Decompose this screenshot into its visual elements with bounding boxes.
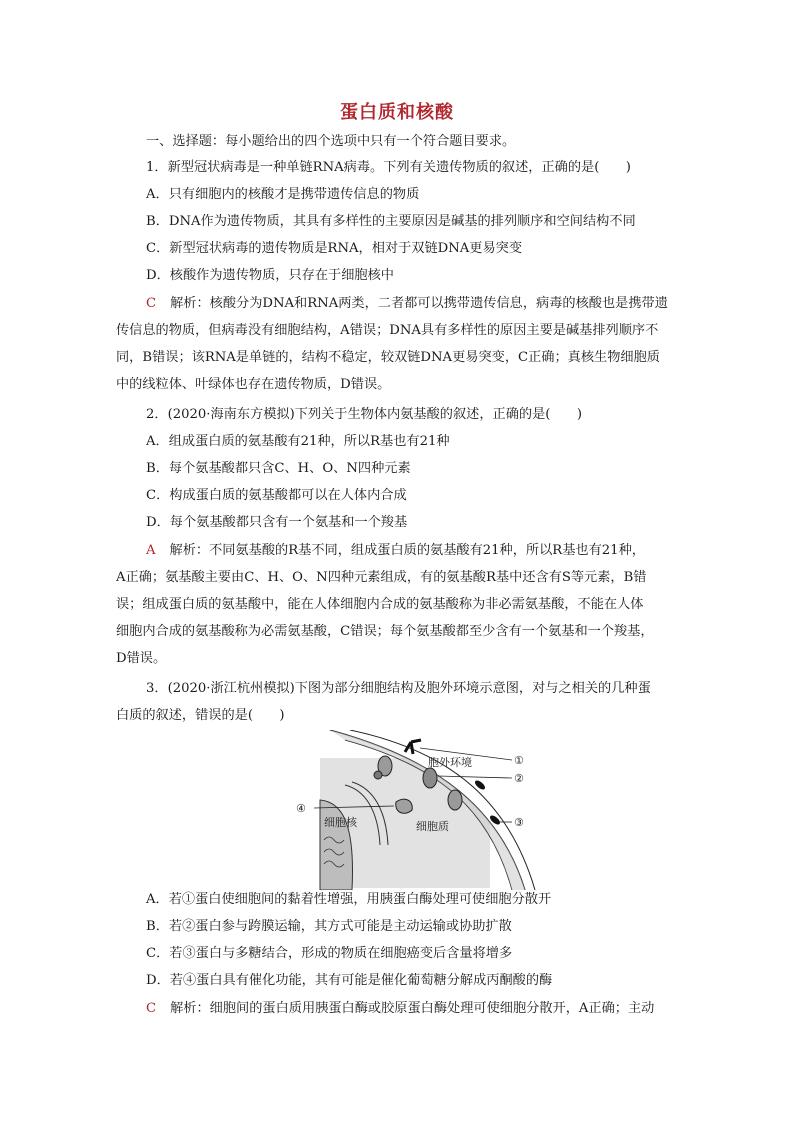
- q3-option-d: D．若④蛋白具有催化功能，其有可能是催化葡萄糖分解成丙酮酸的酶: [146, 973, 553, 988]
- q3-explanation-line: [146, 999, 682, 1019]
- q2-explanation-line: 细胞内合成的氨基酸称为必需氨基酸，C错误；每个氨基酸都至少含有一个氨基和一个羧基，: [116, 624, 654, 639]
- q2-option-b: B．每个氨基酸都只含C、H、O、N四种元素: [146, 461, 411, 476]
- q2-option-a: A．组成蛋白质的氨基酸有21种，所以R基也有21种: [146, 434, 450, 449]
- protein-shape: [448, 790, 462, 810]
- q1-explanation-line: 同，B错误；该RNA是单链的，结构不稳定，较双链DNA更易突变，C正确；真核生物细胞质: [116, 350, 660, 365]
- protein-small-shape: [374, 771, 382, 779]
- label-2: ②: [514, 772, 524, 785]
- q3-explanation-text: 解析：细胞间的蛋白质用胰蛋白酶或胶原蛋白酶处理可使细胞分散开，A正确；主动: [170, 1001, 655, 1016]
- q2-explanation-line: D错误。: [116, 651, 167, 666]
- label-nucleus: 细胞核: [324, 816, 357, 829]
- protein-2-shape: [423, 768, 437, 788]
- cell-structure-figure: [290, 730, 540, 890]
- q2-explanation-text: 解析：不同氨基酸的R基不同，组成蛋白质的氨基酸有21种，所以R基也有21种，: [169, 543, 645, 558]
- q1-option-b: B．DNA作为遗传物质，其具有多样性的主要原因是碱基的排列顺序和空间结构不同: [146, 214, 636, 229]
- label-outside: 胞外环境: [428, 756, 472, 769]
- q3-option-b: B．若②蛋白参与跨膜运输，其方式可能是主动运输或协助扩散: [146, 919, 512, 934]
- q2-explanation-line: 误；组成蛋白质的氨基酸中，能在人体细胞内合成的氨基酸称为非必需氨基酸，不能在人体: [116, 597, 644, 612]
- q1-explanation-line: 中的线粒体、叶绿体也存在遗传物质，D错误。: [116, 377, 391, 392]
- protein-4-shape: [396, 799, 412, 813]
- q1-answer: C: [146, 296, 157, 311]
- label-cytoplasm: 细胞质: [416, 820, 449, 833]
- q2-stem: 2．(2020·海南东方模拟)下列关于生物体内氨基酸的叙述，正确的是( ): [146, 407, 582, 422]
- q2-explanation-line: [146, 541, 682, 561]
- q3-stem: 3．(2020·浙江杭州模拟)下图为部分细胞结构及胞外环境示意图，对与之相关的几种蛋: [146, 681, 651, 696]
- page-title: 蛋白质和核酸: [340, 102, 454, 123]
- q2-option-c: C．构成蛋白质的氨基酸都可以在人体内合成: [146, 488, 407, 503]
- q1-explanation-text: 解析：核酸分为DNA和RNA两类，二者都可以携带遗传信息，病毒的核酸也是携带遗: [170, 296, 668, 311]
- q2-explanation-line: A正确；氨基酸主要由C、H、O、N四种元素组成，有的氨基酸R基中还含有S等元素，B错: [116, 570, 647, 585]
- q1-option-a: A．只有细胞内的核酸才是携带遗传信息的物质: [146, 187, 420, 202]
- label-1: ①: [514, 754, 524, 767]
- q3-answer: C: [146, 1001, 157, 1016]
- label-3: ③: [514, 816, 524, 829]
- q3-stem: 白质的叙述，错误的是( ): [116, 708, 285, 723]
- q2-option-d: D．每个氨基酸都只含有一个氨基和一个羧基: [146, 515, 408, 530]
- q3-option-a: A．若①蛋白使细胞间的黏着性增强，用胰蛋白酶处理可使细胞分散开: [146, 892, 552, 907]
- label-4: ④: [296, 802, 306, 815]
- q1-explanation-line: [146, 294, 682, 314]
- q1-option-c: C．新型冠状病毒的遗传物质是RNA，相对于双链DNA更易突变: [146, 241, 523, 256]
- q1-option-d: D．核酸作为遗传物质，只存在于细胞核中: [146, 268, 394, 283]
- q3-option-c: C．若③蛋白与多糖结合，形成的物质在细胞癌变后含量将增多: [146, 946, 513, 961]
- q2-answer: A: [146, 543, 156, 558]
- cell-diagram: [290, 730, 540, 890]
- q1-explanation-line: 传信息的物质，但病毒没有细胞结构，A错误；DNA具有多样性的原因主要是碱基排列顺序不: [116, 323, 659, 338]
- q1-stem: 1．新型冠状病毒是一种单链RNA病毒。下列有关遗传物质的叙述，正确的是( ): [146, 160, 631, 175]
- section-heading: 一、选择题：每小题给出的四个选项中只有一个符合题目要求。: [146, 134, 516, 149]
